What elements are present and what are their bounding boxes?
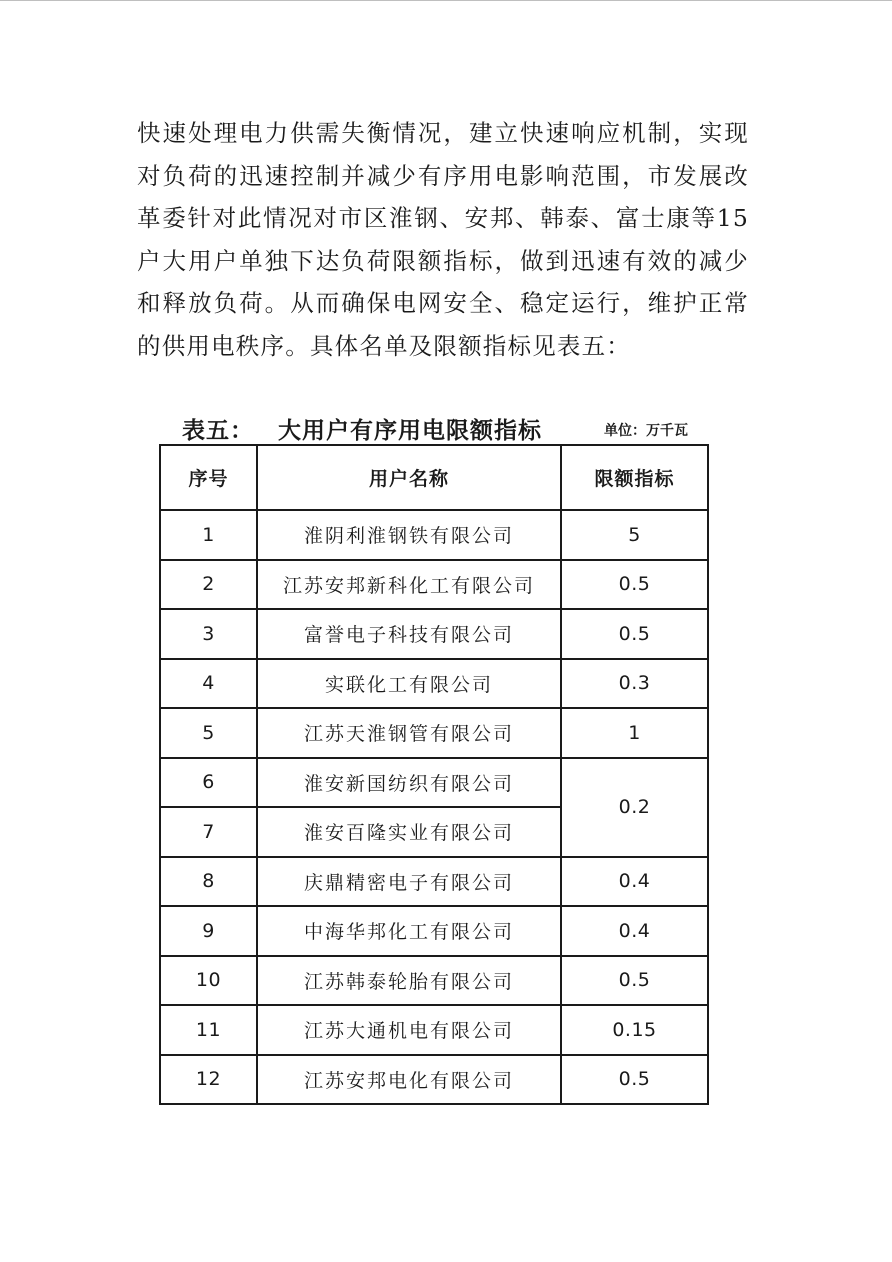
cell-serial-number: 3 [160,609,257,659]
cell-user-name: 中海华邦化工有限公司 [257,906,561,956]
cell-user-name: 富誉电子科技有限公司 [257,609,561,659]
cell-user-name: 江苏天淮钢管有限公司 [257,708,561,758]
table-header-row [160,445,708,510]
table-caption [182,412,712,446]
cell-serial-number: 11 [160,1005,257,1055]
cell-limit: 0.5 [561,560,708,610]
cell-limit: 0.4 [561,906,708,956]
table-row [160,659,708,709]
cell-serial-number: 2 [160,560,257,610]
table-row [160,758,708,808]
cell-serial-number: 8 [160,857,257,907]
cell-user-name: 实联化工有限公司 [257,659,561,709]
cell-limit: 0.5 [561,1055,708,1105]
table-row [160,906,708,956]
cell-serial-number: 1 [160,510,257,560]
cell-user-name: 淮安新国纺织有限公司 [257,758,561,808]
cell-user-name: 庆鼎精密电子有限公司 [257,857,561,907]
cell-limit: 0.5 [561,609,708,659]
cell-user-name: 淮阴利淮钢铁有限公司 [257,510,561,560]
table-row [160,560,708,610]
cell-serial-number: 10 [160,956,257,1006]
cell-serial-number: 5 [160,708,257,758]
cell-user-name: 江苏大通机电有限公司 [257,1005,561,1055]
cell-limit: 0.4 [561,857,708,907]
limits-table [159,444,709,1105]
table-row [160,609,708,659]
table-row [160,1055,708,1105]
body-paragraph: 快速处理电力供需失衡情况，建立快速响应机制，实现对负荷的迅速控制并减少有序用电影响范围，市发展改革委针对此情况对市区淮钢、安邦、韩泰、富士康等15户大用户单独下达负荷限额指标，做到迅速有效的减少和释放负荷。从而确保电网安全、稳定运行，维护正常的供用电秩序。具体名单及限额指标见表五： [137,119,749,360]
cell-serial-number: 12 [160,1055,257,1105]
table-caption-label: 表五： [182,417,254,444]
table-row [160,956,708,1006]
cell-user-name: 江苏安邦电化有限公司 [257,1055,561,1105]
cell-limit: 0.3 [561,659,708,709]
table-row [160,1005,708,1055]
header-limit: 限额指标 [561,445,708,510]
cell-serial-number: 6 [160,758,257,808]
cell-serial-number: 4 [160,659,257,709]
table-row [160,708,708,758]
table-unit-label: 单位：万千瓦 [604,423,688,439]
cell-limit-merged: 0.2 [561,758,708,857]
header-user-name: 用户名称 [257,445,561,510]
cell-user-name: 江苏韩泰轮胎有限公司 [257,956,561,1006]
cell-limit: 0.15 [561,1005,708,1055]
cell-limit: 0.5 [561,956,708,1006]
page-top-border [0,0,892,1]
cell-serial-number: 7 [160,807,257,857]
cell-serial-number: 9 [160,906,257,956]
cell-limit: 1 [561,708,708,758]
cell-user-name: 江苏安邦新科化工有限公司 [257,560,561,610]
table-caption-text: 大用户有序用电限额指标 [278,417,542,444]
table-row [160,857,708,907]
cell-user-name: 淮安百隆实业有限公司 [257,807,561,857]
table-row [160,510,708,560]
cell-limit: 5 [561,510,708,560]
header-serial-number: 序号 [160,445,257,510]
table-caption-title [182,412,542,445]
